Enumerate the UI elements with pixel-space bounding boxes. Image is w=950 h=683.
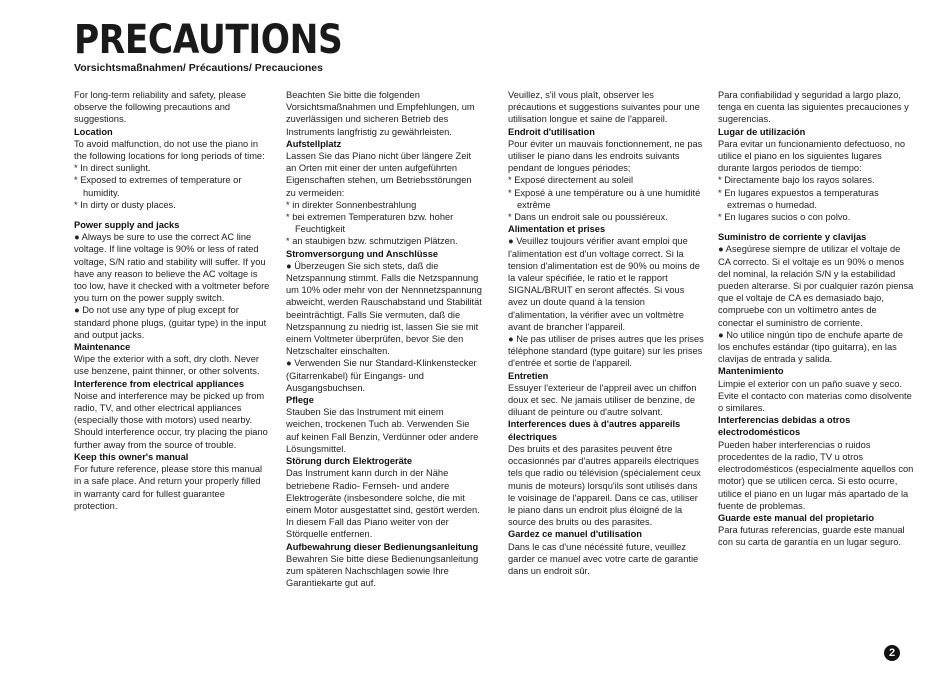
location-list [718, 174, 914, 223]
location-list [286, 199, 482, 248]
list-item: * an staubigen bzw. schmutzigen Plätzen. [286, 236, 458, 247]
list-item: ● Ne pas utiliser de prises autres que les prises téléphone standard (type guitare) sur les prises d'entrée et sortie de l'appareil. [508, 334, 704, 369]
location-heading: Location [74, 126, 113, 137]
page-subtitle: Vorsichtsmaßnahmen/ Précautions/ Precauciones [74, 62, 323, 74]
list-item: * Exposé directement au soleil [508, 175, 634, 186]
power-list [286, 260, 482, 394]
interference-heading: Interferencias debidas a otros electrodomésticos [718, 415, 851, 438]
manual-heading: Aufbewahrung dieser Bedienungsanleitung [286, 541, 479, 552]
spanish-column [718, 89, 914, 549]
location-list [508, 174, 704, 223]
french-column [508, 89, 704, 577]
list-item: * Dans un endroit sale ou poussiéreux. [508, 212, 668, 223]
location-text: Pour éviter un mauvais fonctionnement, ne pas utiliser le piano dans les endroits suivants pendant de longues périodes; [508, 138, 703, 174]
interference-heading: Interference from electrical appliances [74, 378, 244, 389]
intro-text: Para confiabilidad y seguridad a largo plazo, tenga en cuenta las siguientes precauciones y sugerencias. [718, 90, 909, 125]
location-text: To avoid malfunction, do not use the piano in the following locations for long periods of time: [74, 138, 265, 162]
maintenance-text: Essuyer l'exterieur de l'appreil avec un chiffon doux et sec. Ne jamais utiliser de benzine, de diluant de peinture ou d'autre solvant. [508, 382, 697, 418]
list-item: ● Do not use any type of plug except for standard phone plugs, (guitar type) in the input and output jacks. [74, 305, 267, 340]
list-item: ● Verwenden Sie nur Standard-Klinkenstecker (Gitarrenkabel) für Eingangs- und Ausgangsbuchsen. [286, 358, 477, 393]
list-item: ● Veuillez toujours vérifier avant emploi que l'alimentation est d'un voltage correct. Si la tension d'alimentation est de 90% ou moins de la valeur spécifiée, le ratio et le rapport SIGNAL/BRUIT en seront affectés. Si vous avez un doute quand à la tension d'alimentation, la vérifier avec un voltmètre avant de brancher l'appareil. [508, 236, 700, 332]
interference-text: Das Instrument kann durch in der Nähe betriebene Radio- Fernseh- und andere Elektrogeräte (insbesondere solche, die mit einem Motor ausgestattet sind, gestört werden. In diesem Fall das Piano weiter von der Störquelle entfernen. [286, 468, 480, 540]
list-item: * In direct sunlight. [74, 163, 151, 174]
interference-heading: Störung durch Elektrogeräte [286, 456, 413, 467]
power-list [74, 231, 270, 341]
list-item: * bei extremen Temperaturen bzw. hoher Feuchtigkeit [286, 212, 454, 235]
location-list [74, 162, 270, 211]
maintenance-text: Limpie el exterior con un paño suave y seco. Evite el contacto con materias como disolvente o similares. [718, 378, 912, 414]
list-item: * En lugares expuestos a temperaturas extremas o humedad. [718, 187, 879, 210]
maintenance-text: Stauben Sie das Instrument mit einem weichen, trockenen Tuch ab. Verwenden Sie auf keinen Fall Benzin, Verdünner oder andere Lösungsmittel. [286, 407, 479, 454]
power-list [718, 243, 914, 365]
maintenance-heading: Maintenance [74, 342, 131, 353]
maintenance-text: Wipe the exterior with a soft, dry cloth. Never use benzene, paint thinner, or other solvents. [74, 354, 260, 377]
list-item: * En lugares sucios o con polvo. [718, 212, 851, 223]
intro-text: For long-term reliability and safety, please observe the following precautions and suggestions. [74, 90, 246, 125]
maintenance-heading: Pflege [286, 395, 314, 406]
intro-text: Beachten Sie bitte die folgenden Vorsichtsmaßnahmen und Empfehlungen, um zuverlässigen und sicheren Betrieb des Instruments langfristig zu gewährleisten. [286, 90, 475, 137]
interference-text: Des bruits et des parasites peuvent être occasionnés par d'autres appareils électriques tels que radio ou télévision (spécialement ceux munis de moteurs) lorsqu'ils sont utilisés dans le voisinage de l'appareil. Dans ce cas, utiliser le piano dans un endroit plus éloigné de la source des bruits ou des parasites. [508, 443, 701, 528]
page-number: 2 [884, 645, 900, 661]
page-title: PRECAUTIONS [74, 17, 343, 63]
location-heading: Endroit d'utilisation [508, 126, 595, 137]
location-text: Lassen Sie das Piano nicht über längere Zeit an Orten mit einer der unten aufgeführten Eigenschaften stehen, um Betriebsstörungen zu vermeiden: [286, 151, 472, 198]
list-item: * in direkter Sonnenbestrahlung [286, 199, 417, 210]
list-item: * Exposé à une température ou à une humidité extrême [508, 187, 701, 210]
interference-text: Noise and interference may be picked up from radio, TV, and other electrical appliances (especially those with motors) used nearby. Should interference occur, try placing the piano further away from the source of trouble. [74, 390, 268, 450]
power-list [508, 235, 704, 369]
location-text: Para evitar un funcionamiento defectuoso, no utilice el piano en los siguientes lugares durante largos periodos de tiempo: [718, 138, 906, 174]
manual-heading: Gardez ce manuel d'utilisation [508, 529, 642, 540]
manual-text: Para futuras referencias, guarde este manual con su carta de garantía en un lugar seguro. [718, 525, 905, 548]
list-item: ● No utilice ningún tipo de enchufe aparte de los enchufes estándar (tipo guitarra), en las clavijas de entrada y salida. [718, 329, 903, 365]
location-heading: Lugar de utilización [718, 126, 806, 137]
manual-heading: Keep this owner's manual [74, 451, 189, 462]
english-column [74, 89, 270, 512]
interference-heading: Interferences dues à d'autres appareils électriques [508, 419, 681, 442]
manual-text: Dans le cas d'une nécéssité future, veuillez garder ce manuel avec votre carte de garantie dans un endroit sûr. [508, 541, 699, 576]
power-heading: Stromversorgung und Anschlüsse [286, 248, 439, 259]
list-item: ● Always be sure to use the correct AC line voltage. If line voltage is 90% or less of rated voltage, S/N ratio and stability will suffer. If you have any reason to believe the AC voltage is too low, have it checked with a voltmeter before you turn on the power supply switch. [74, 232, 270, 304]
list-item: ● Asegúrese siempre de utilizar el voltaje de CA correcto. Si el voltaje es un 90% o menos del nominal, la relación S/N y la estabilidad pueden alterarse. Si por cualquier razón piensa que el voltaje de CA es demasiado bajo, compruebe con un voltímetro antes de conectar el suministro de corriente. [718, 244, 914, 328]
maintenance-heading: Mantenimiento [718, 366, 784, 377]
power-heading: Suministro de corriente y clavijas [718, 232, 867, 243]
manual-text: For future reference, please store this manual in a safe place. And return your properly filled in warranty card for fullest guarantee protection. [74, 464, 263, 511]
list-item: * Directamente bajo los rayos solares. [718, 175, 875, 186]
list-item: * In dirty or dusty places. [74, 199, 176, 210]
interference-text: Pueden haber interferencias o ruidos procedentes de la radio, TV u otros electrodomésticos (especialmente aquellos con motor) que se utilicen cerca. Si esto ocurre, utilice el piano en un lugar más apartado de la fuente de problemas. [718, 439, 914, 511]
manual-heading: Guarde este manual del propietario [718, 512, 875, 523]
list-item: * Exposed to extremes of temperature or humidity. [74, 175, 242, 198]
power-heading: Power supply and jacks [74, 220, 180, 231]
maintenance-heading: Entretien [508, 370, 549, 381]
power-heading: Alimentation et prises [508, 224, 606, 235]
list-item: ● Überzeugen Sie sich stets, daß die Netzspannung stimmt. Falls die Netzspannung um 10% oder mehr von der Nennnetzspannung abweicht, werden Rauschabstand und Stabilität beeinträchtigt. Falls Sie vermuten, daß die Netzspannung zu niedrig ist, lassen Sie sie mit einem Voltmeter überprüfen, bevor Sie den Netzschalter einschalten. [286, 260, 482, 357]
intro-text: Veuillez, s'il vous plaît, observer les précautions et suggestions suivantes pour une utilisation longue et saine de l'appareil. [508, 90, 700, 125]
manual-text: Bewahren Sie bitte diese Bedienungsanleitung zum späteren Nachschlagen sowie Ihre Garantiekarte gut auf. [286, 553, 479, 589]
location-heading: Aufstellplatz [286, 138, 342, 149]
german-column [286, 89, 482, 589]
